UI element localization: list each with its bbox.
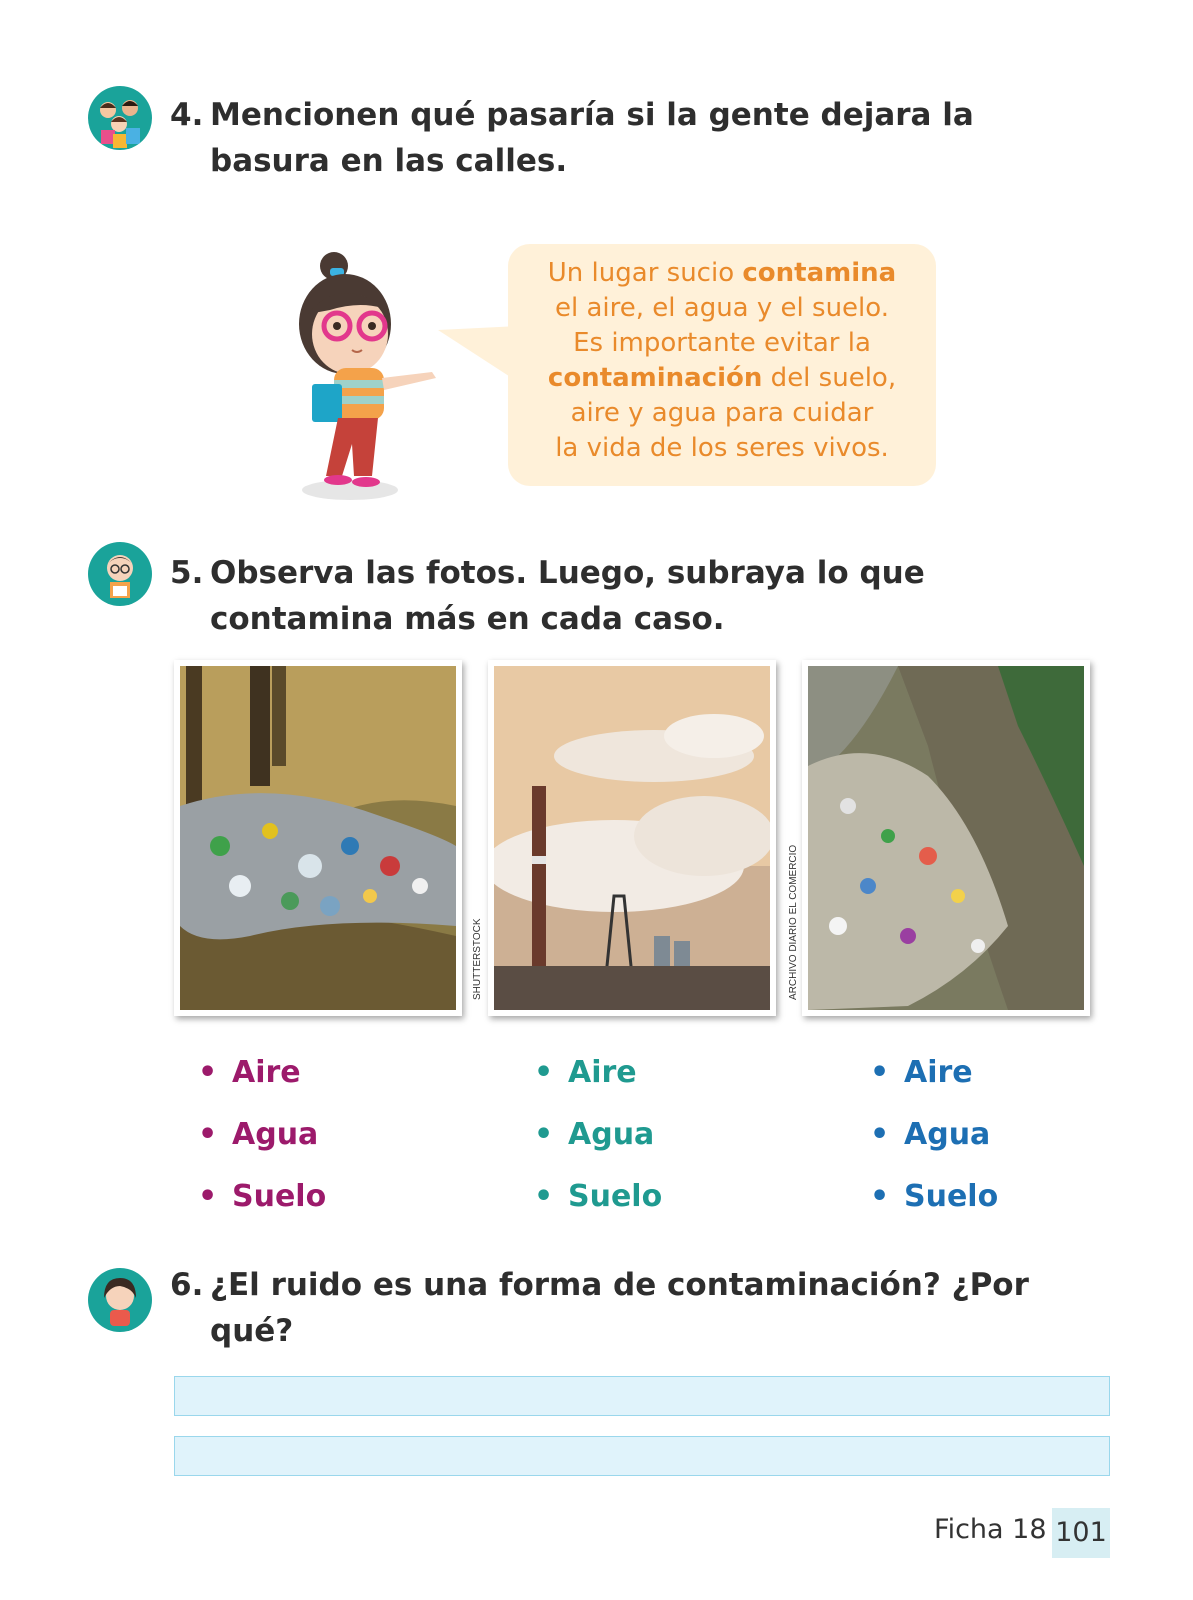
question-text: Observa las fotos. Luego, subraya lo que contamina más en cada caso. [210,555,925,637]
bullet-icon: • [870,1179,890,1214]
question-6 [170,1262,1110,1349]
option-label: Agua [232,1117,319,1152]
answer-line-1[interactable] [174,1376,1110,1416]
photo-factory-smoke [488,660,776,1016]
option-label: Suelo [904,1179,999,1214]
question-number: 4. [170,97,204,133]
question-5 [170,550,1110,646]
bullet-icon: • [198,1117,218,1152]
speech-bubble-text [508,256,936,466]
option-label: Suelo [232,1179,327,1214]
worksheet-label: Ficha 18 [934,1514,1047,1545]
question-text: Mencionen qué pasaría si la gente dejara la basura en las calles. [210,97,974,179]
bubble-line5: aire y agua para cuidar [570,398,874,428]
question-number: 5. [170,555,204,591]
girl-icon [88,1268,152,1332]
answer-line-2[interactable] [174,1436,1110,1476]
bullet-icon: • [870,1055,890,1090]
reading-boy-icon [88,542,152,606]
bullet-icon: • [534,1117,554,1152]
bubble-line1-pre: Un lugar sucio [547,258,743,288]
bullet-icon: • [198,1055,218,1090]
bubble-line2: el aire, el agua y el suelo. [555,293,889,323]
option-label: Aire [568,1055,637,1090]
speech-bubble-tail [438,326,518,382]
bullet-icon: • [534,1055,554,1090]
bullet-icon: • [870,1117,890,1152]
bubble-keyword-contaminacion: contaminación [547,363,763,393]
question-number: 6. [170,1267,204,1303]
photo-trash-forest [174,660,462,1016]
bullet-icon: • [198,1179,218,1214]
photo-river-trash [802,660,1090,1016]
bubble-keyword-contamina: contamina [742,258,897,288]
bullet-icon: • [534,1179,554,1214]
bubble-line6: la vida de los seres vivos. [555,433,889,463]
option-label: Aire [904,1055,973,1090]
option-label: Suelo [568,1179,663,1214]
option-label: Agua [904,1117,991,1152]
bubble-line4-post: del suelo, [762,363,897,393]
question-4 [170,92,1110,188]
photo-credit: ARCHIVO DIARIO EL COMERCIO [788,844,799,1000]
photo-credit: SHUTTERSTOCK [472,918,483,1000]
option-label: Aire [232,1055,301,1090]
girl-teacher-illustration [290,244,450,508]
bubble-line3: Es importante evitar la [573,328,871,358]
option-label: Agua [568,1117,655,1152]
question-text: ¿El ruido es una forma de contaminación? ¿Por qué? [210,1267,1029,1349]
page-number: 101 [1052,1508,1110,1558]
group-kids-icon [88,86,152,150]
